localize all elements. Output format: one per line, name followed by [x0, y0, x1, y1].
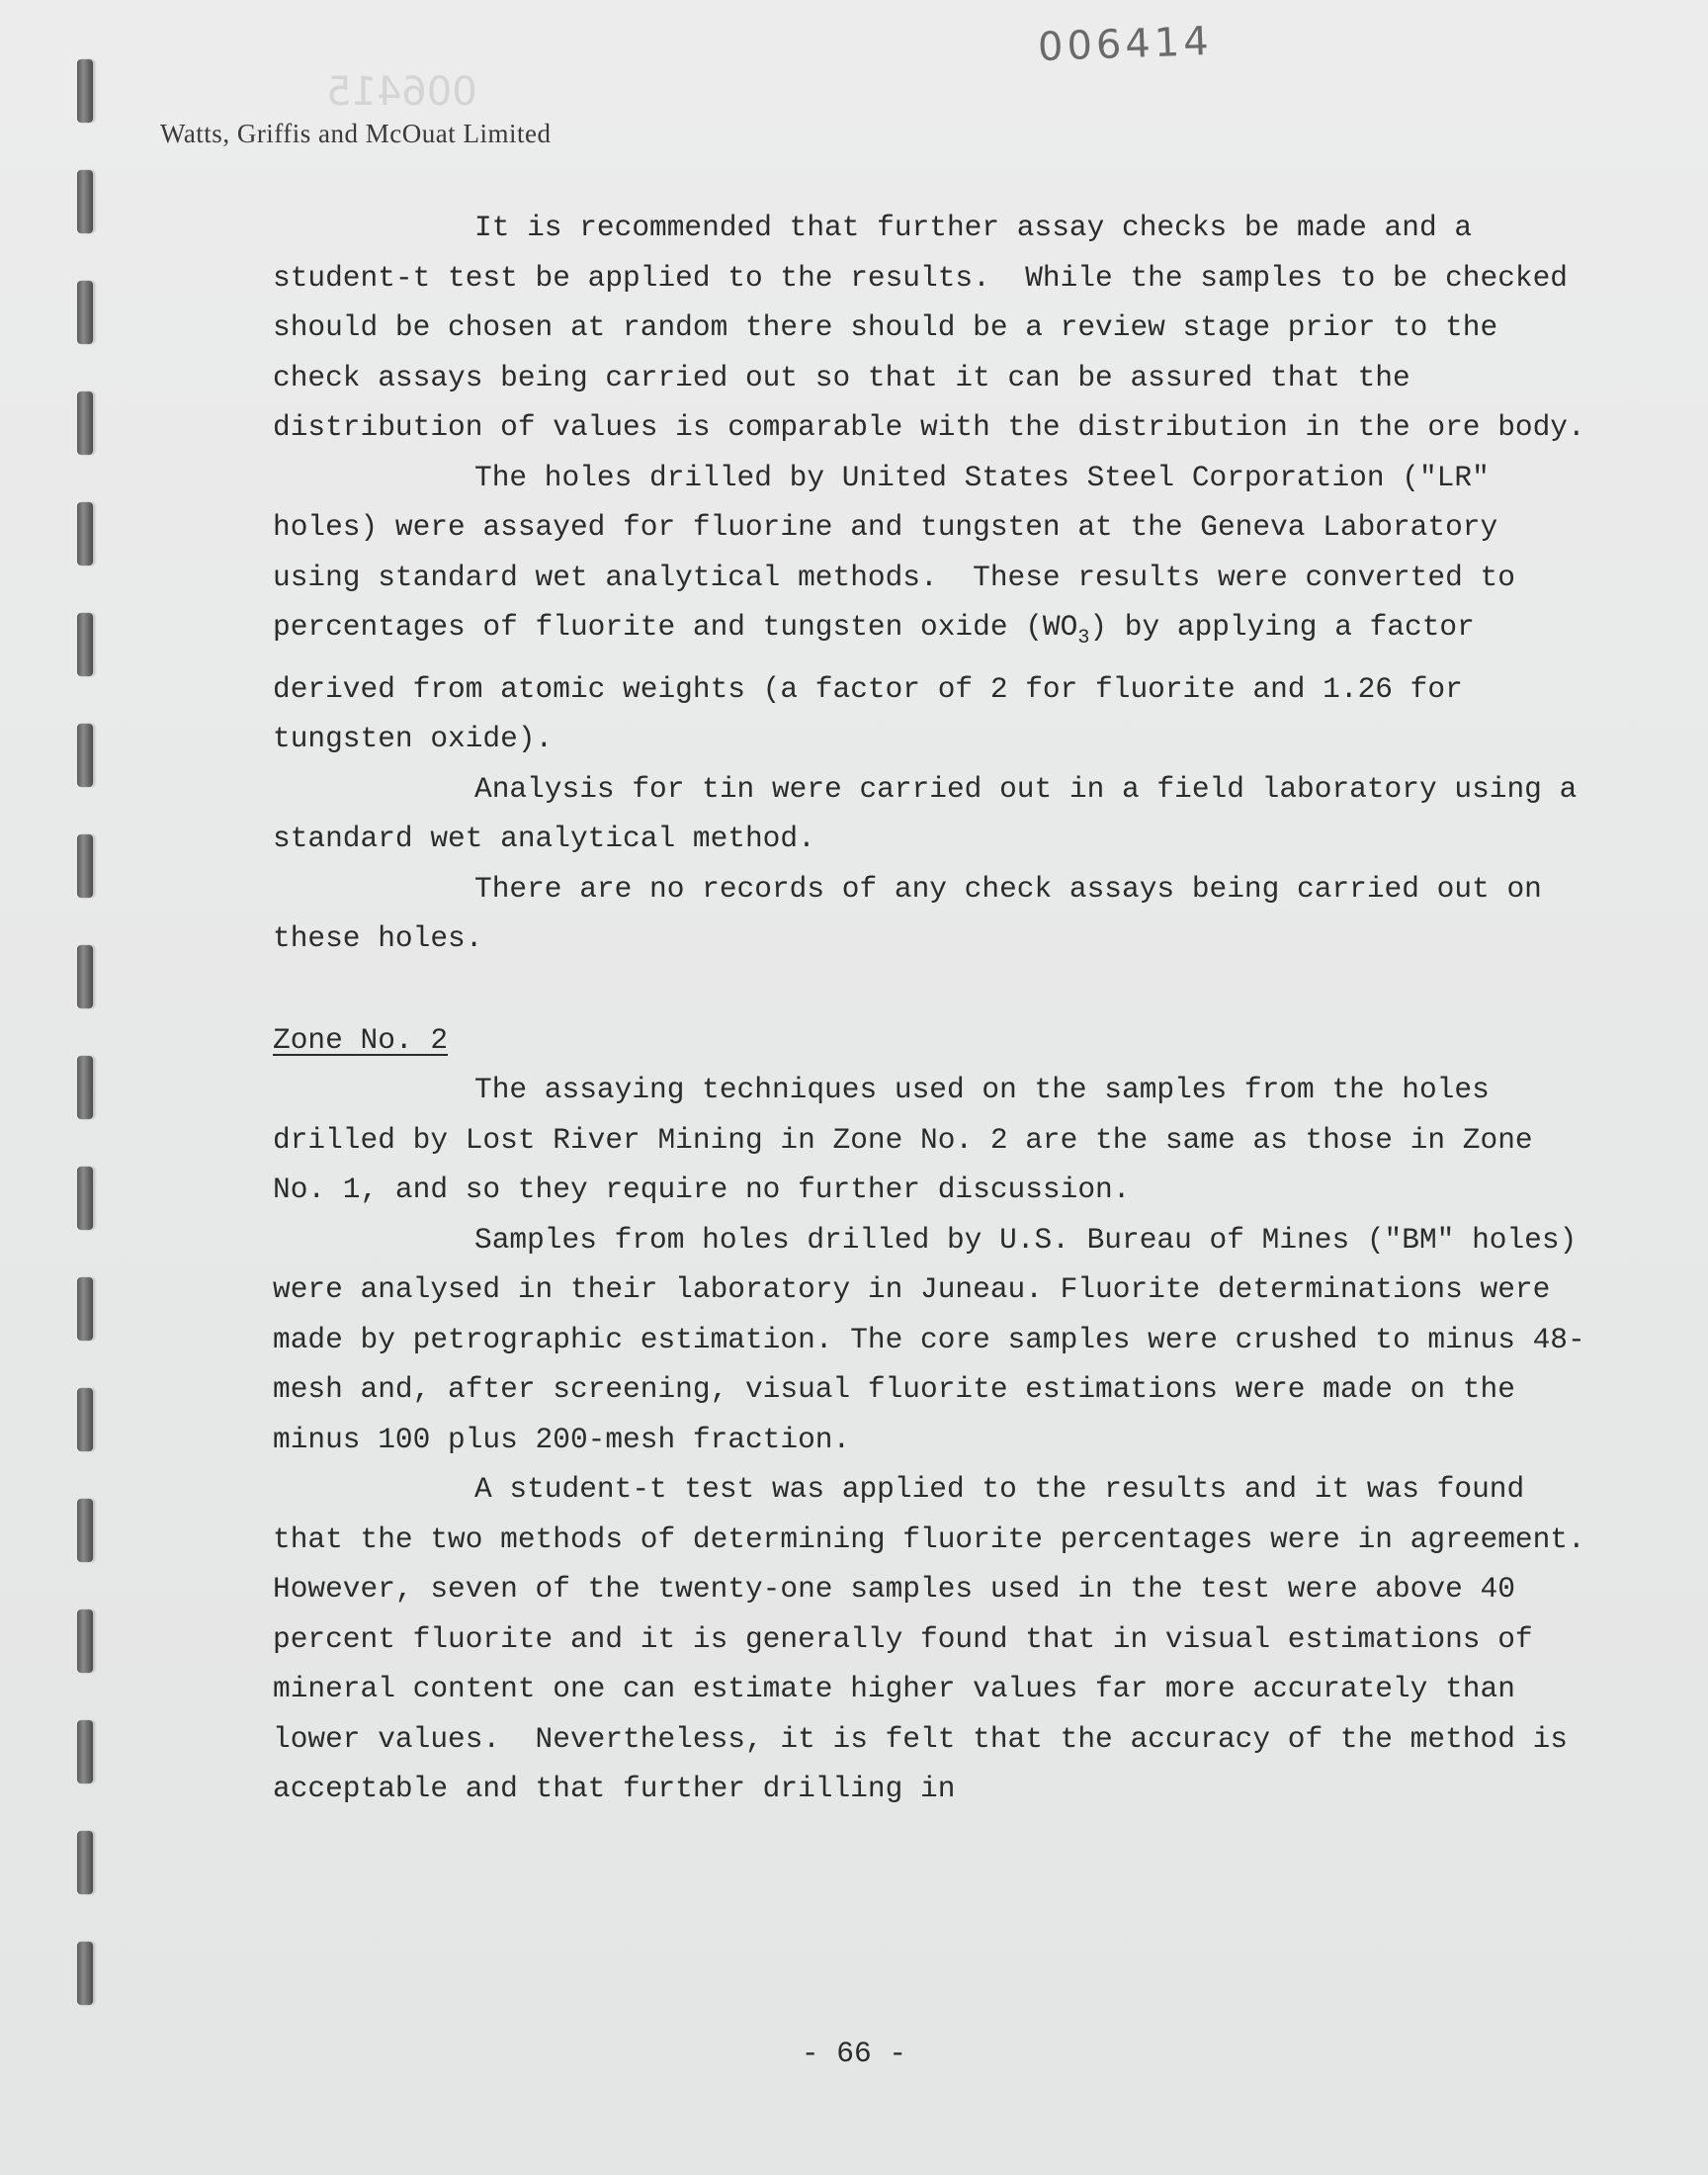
binding-ring: [77, 281, 93, 344]
paragraph-lr-holes: [273, 453, 1597, 764]
binding-ring: [77, 834, 93, 898]
binding-ring: [77, 1720, 93, 1784]
binding-ring: [77, 1167, 93, 1230]
binding-ring: [77, 392, 93, 455]
binding-ring: [77, 945, 93, 1008]
paragraph-lr-holes-post: ) by applying a factor derived from atomic weights (a factor of 2 for fluorite and 1.26 for tungsten oxide).: [273, 610, 1493, 755]
binding-ring: [77, 1388, 93, 1451]
binding-ring: [77, 1056, 93, 1119]
paragraph-tin-analysis: Analysis for tin were carried out in a field laboratory using a standard wet analytical method.: [273, 771, 1594, 855]
page-number: - 66 -: [801, 2037, 907, 2070]
binding-ring: [77, 1831, 93, 1894]
document-body: [273, 203, 1621, 1814]
binding-ring: [77, 1942, 93, 2005]
binding-ring: [77, 724, 93, 787]
paragraph-lr-holes-pre: The holes drilled by United States Steel Corporation ("LR" holes) were assayed for fluorine and tungsten at the Geneva Laboratory using standard wet analytical methods. These results were converted to percentages of fluorite and tungsten oxide (WO: [273, 460, 1533, 644]
paragraph-assay-checks: It is recommended that further assay checks be made and a student-t test be applied to the results. While the samples to be checked should be chosen at random there should be a review stage prior to the check assays being carried out so that it can be assured that the distribution of values is comparable with the distribution in the ore body.: [273, 211, 1585, 444]
subscript-3: 3: [1077, 627, 1090, 650]
paragraph-student-t: A student-t test was applied to the results and it was found that the two methods of determining fluorite percentages were in agreement. However, seven of the twenty-one samples used in the test were above 40 percent fluorite and it is generally found that in visual estimations of mineral content one can estimate higher values far more accurately than lower values. Nevertheless, it is felt that the accuracy of the method is acceptable and that further drilling in: [273, 1472, 1621, 1805]
binding-ring: [77, 1277, 93, 1341]
binding-ring: [77, 1610, 93, 1673]
binding-ring: [77, 1499, 93, 1562]
paragraph-bm-holes: Samples from holes drilled by U.S. Bureau of Mines ("BM" holes) were analysed in their laboratory in Juneau. Fluorite determinations were made by petrographic estimation. The core samples were crushed to minus 48-mesh and, after screening, visual fluorite estimations were made on the minus 100 plus 200-mesh fraction.: [273, 1222, 1594, 1456]
binding-ring: [77, 502, 93, 566]
binding-strip: [59, 59, 119, 2096]
document-stamp-number: 006414: [1037, 18, 1214, 71]
ghost-stamp: 006415: [326, 69, 477, 115]
binding-ring: [77, 170, 93, 233]
paragraph-no-check-records: There are no records of any check assays being carried out on these holes.: [273, 871, 1560, 955]
paragraph-zone2-techniques: The assaying techniques used on the samples from the holes drilled by Lost River Mining in Zone No. 2 are the same as those in Zone No. 1, and so they require no further discussion.: [273, 1073, 1551, 1206]
letterhead: Watts, Griffis and McOuat Limited: [160, 119, 552, 148]
binding-ring: [77, 59, 93, 123]
binding-ring: [77, 613, 93, 676]
section-heading-zone-2: Zone No. 2: [273, 1022, 449, 1057]
